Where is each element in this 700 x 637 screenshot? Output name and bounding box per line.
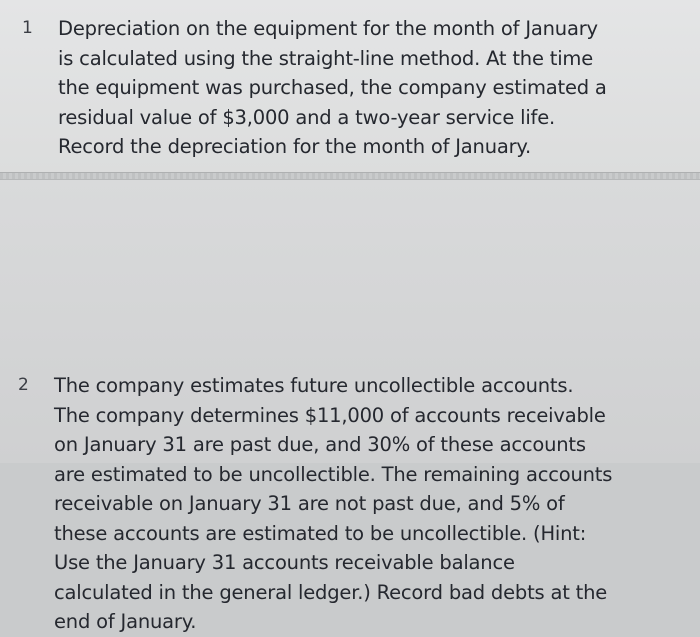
description-line: Use the January 31 accounts receivable balance [54, 551, 515, 574]
description-line: receivable on January 31 are not past due, and 5% of [54, 492, 565, 515]
description-line: is calculated using the straight-line method. At the time [58, 46, 594, 70]
description-line: calculated in the general ledger.) Record bad debts at the [54, 580, 608, 604]
transaction-row [0, 180, 700, 633]
description-line: the equipment was purchased, the company estimated a [58, 76, 607, 99]
description-line: residual value of $3,000 and a two-year service life. [58, 105, 556, 129]
row-number: 1 [22, 18, 33, 38]
row-divider [0, 172, 700, 180]
description-line: end of January. [54, 610, 197, 633]
description-line: The company determines $11,000 of accounts receivable [54, 403, 606, 427]
transaction-row [0, 0, 700, 172]
transaction-description [54, 371, 684, 637]
description-line: The company estimates future uncollectible accounts. [54, 374, 574, 397]
transaction-description [58, 14, 678, 162]
description-line: on January 31 are past due, and 30% of these accounts [54, 433, 586, 456]
description-line: Record the depreciation for the month of January. [58, 135, 531, 158]
row-number: 2 [18, 375, 29, 395]
description-line: Depreciation on the equipment for the month of January [58, 17, 598, 40]
description-line: these accounts are estimated to be uncollectible. (Hint: [54, 521, 587, 545]
description-line: are estimated to be uncollectible. The remaining accounts [54, 462, 613, 486]
